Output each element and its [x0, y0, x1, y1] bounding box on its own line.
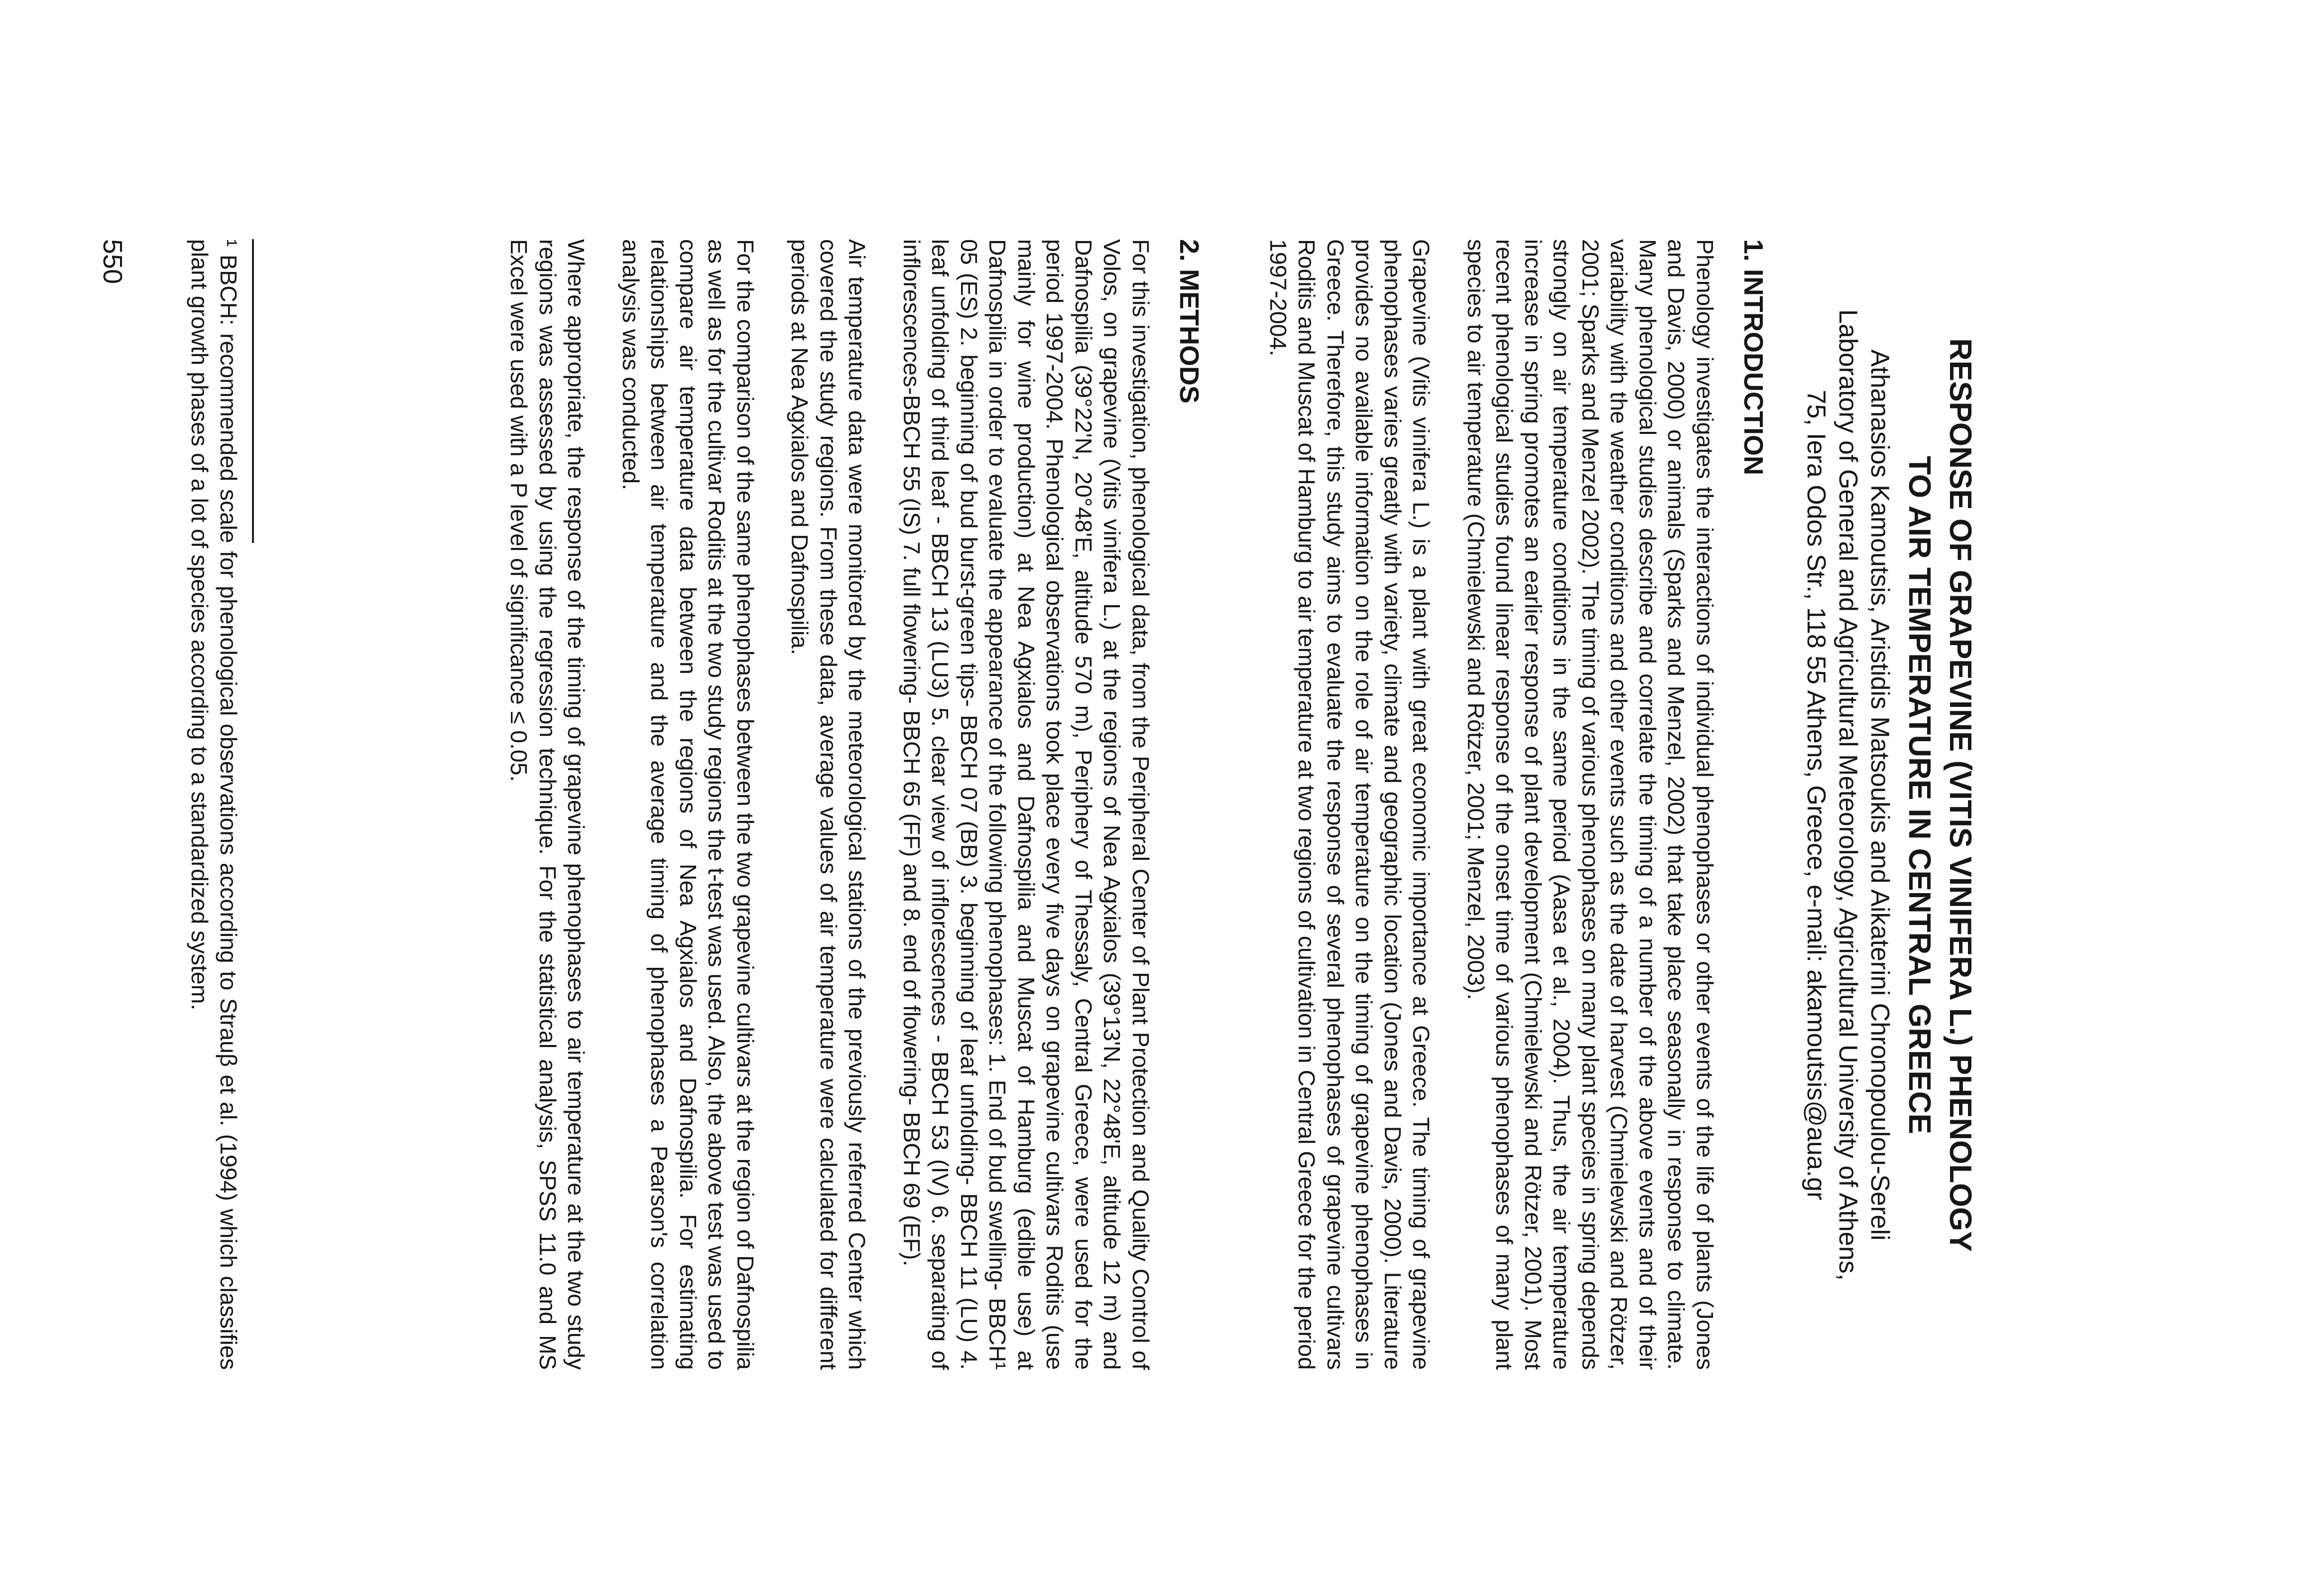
author-address: 75, Iera Odos Str., 118 55 Athens, Greece, e-mail: akamoutsis@aua.gr	[1802, 390, 1831, 1200]
introduction-paragraph-1: Phenology investigates the interactions of individual phenophases or other events of the life of plants (Jones and Davis, 2000) or animals (Sparks and Menzel, 2002) that take place seasonally in response to climate. Many phenological studies describe and correlate the timing of a number of the above events and of their variability with the weather conditions and other events such as the date of harvest (Chmielewski and Rötzer, 2001; Sparks and Menzel 2002). The timing of various phenophases on many plant species in spring depends strongly on air temperature conditions in the same period (Aasa et al., 2004). Thus, the air temperature increase in spring promotes an earlier response of plant development (Chmielewski and Rötzer, 2001). Most recent phenological studies found linear response of the onset time of various phenophases of many plant species to air temperature (Chmielewski and Rötzer, 2001; Menzel, 2003).	[1463, 239, 1718, 1370]
paper-title	[1899, 0, 1980, 1590]
footnote-divider	[252, 239, 254, 543]
introduction-body	[1264, 239, 1719, 1370]
author-names: Athanasios Kamoutsis, Aristidis Matsoukis and Aikaterini Chronopoulou-Sereli	[1865, 349, 1894, 1241]
introduction-heading: 1. INTRODUCTION	[1738, 239, 1768, 476]
title-line-2: TO AIR TEMPERATURE IN CENTRAL GREECE	[1902, 456, 1937, 1134]
author-affiliation: Laboratory of General and Agricultural Meteorology, Agricultural University of Athens,	[1834, 309, 1862, 1281]
footnote	[185, 239, 243, 1370]
methods-heading: 2. METHODS	[1174, 239, 1204, 404]
footnote-text: ¹ BBCH: recommended scale for phenological observations according to Strauβ et al. (1994) which classifies plant growth phases of a lot of species according to a standardized system.	[187, 239, 242, 1370]
methods-paragraph-2: Air temperature data were monitored by the meteorological stations of the previously referred Center which covered the study regions. From these data, average values of air temperature were calculated for different periods at Nea Agxialos and Dafnospilia.	[787, 239, 870, 1370]
author-block	[1800, 0, 1896, 1590]
methods-paragraph-3: For the comparison of the same phenophases between the two grapevine cultivars at the region of Dafnospilia as well as for the cultivar Roditis at the two study regions the t-test was used. Also, the above test was used to compare air temperature data between the regions of Nea Agxialos and Dafnospilia. For estimating relationships between air temperature and the average timing of phenophases a Pearson's correlation analysis was conducted.	[618, 239, 758, 1370]
methods-paragraph-4: Where appropriate, the response of the timing of grapevine phenophases to air temperature at the two study regions was assessed by using the regression technique. For the statistical analysis, SPSS 11.0 and MS Excel were used with a P level of significance ≤ 0.05.	[506, 239, 590, 1370]
title-line-1: RESPONSE OF GRAPEVINE (VITIS VINIFERA L.) PHENOLOGY	[1943, 338, 1977, 1252]
introduction-paragraph-2: Grapevine (Vitis vinifera L.) is a plant with great economic importance at Greece. The timing of grapevine phenophases varies greatly with variety, climate and geographic location (Jones and Davis, 2000). Literature provides no available information on the role of air temperature on the timing of grapevine phenophases in Greece. Therefore, this study aims to evaluate the response of several phenophases of grapevine cultivars Roditis and Muscat of Hamburg to air temperature at two regions of cultivation in Central Greece for the period 1997-2004.	[1265, 239, 1435, 1370]
methods-paragraph-1: For this investigation, phenological data, from the Peripheral Center of Plant Protection and Quality Control of Volos, on grapevine (Vitis vinifera L.) at the regions of Nea Agxialos (39°13'N, 22°48'E, altitude 12 m) and Dafnospilia (39°22'N, 20°48'E, altitude 570 m), Periphery of Thessaly, Central Greece, were used for the period 1997-2004. Phenological observations took place every five days on grapevine cultivars Roditis (use mainly for wine production) at Nea Agxialos and Dafnospilia and Muscat of Hamburg (edible use) at Dafnospilia in order to evaluate the appearance of the following phenophases: 1. End of bud swelling- BBCH¹ 05 (ES) 2. beginning of bud burst-green tips- BBCH 07 (BB) 3. beginning of leaf unfolding- BBCH 11 (LU) 4. leaf unfolding of third leaf - BBCH 13 (LU3) 5. clear view of inflorescences - BBCH 53 (IV) 6. separating of inflorescences-BBCH 55 (IS) 7. full flowering- BBCH 65 (FF) and 8. end of flowering- BBCH 69 (EF).	[899, 239, 1154, 1370]
methods-body	[504, 239, 1155, 1370]
page-number: 550	[98, 239, 127, 284]
